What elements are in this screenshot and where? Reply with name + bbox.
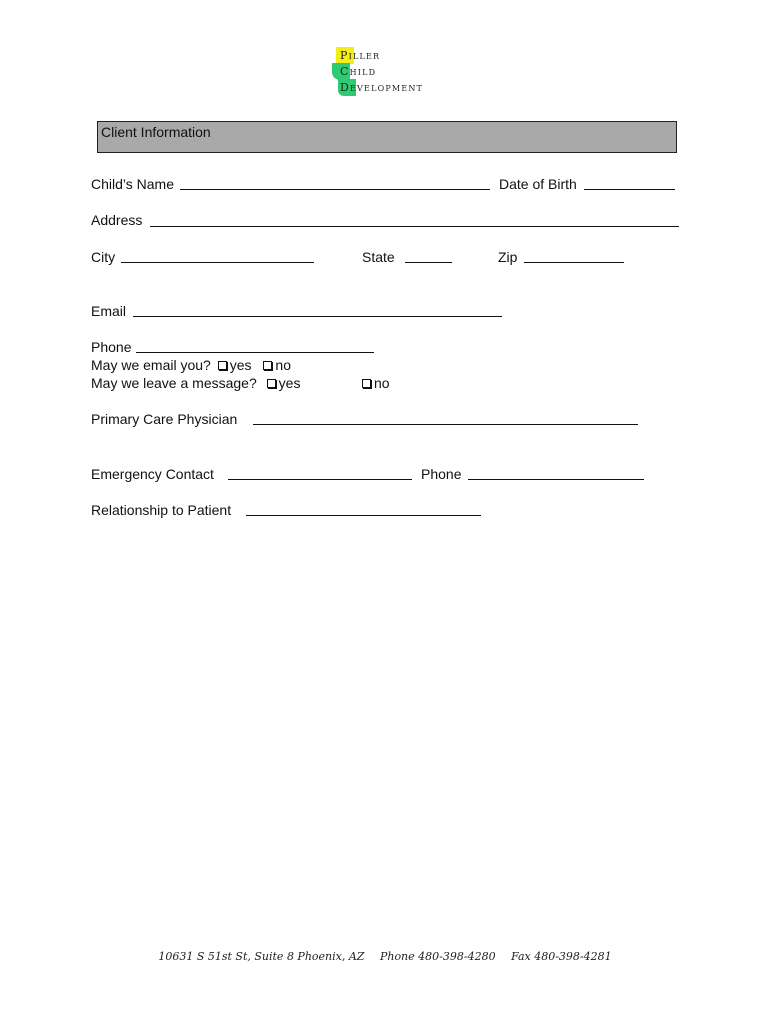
may-message-no-checkbox[interactable] [362,379,371,388]
may-email-row [91,357,291,373]
may-message-row [91,375,300,391]
footer-fax: Fax 480-398-4281 [511,950,612,963]
primary-care-label: Primary Care Physician [91,411,238,427]
footer-contact [0,950,770,963]
emergency-contact-field[interactable] [228,479,412,480]
footer-address: 10631 S 51st St, Suite 8 Phoenix, AZ [158,950,365,963]
date-of-birth-label: Date of Birth [499,176,577,192]
state-field[interactable] [405,262,452,263]
primary-care-field[interactable] [253,424,638,425]
may-message-label: May we leave a message? [91,375,257,391]
may-email-no-label: no [275,357,291,373]
emergency-contact-label: Emergency Contact [91,466,214,482]
childs-name-field[interactable] [180,189,490,190]
zip-field[interactable] [524,262,624,263]
state-label: State [362,249,395,265]
relationship-label: Relationship to Patient [91,502,232,518]
may-email-no-checkbox[interactable] [263,361,272,370]
footer-phone: Phone 480-398-4280 [379,950,496,963]
may-email-yes-checkbox[interactable] [218,361,227,370]
zip-label: Zip [498,249,518,265]
city-label: City [91,249,116,265]
phone-label: Phone [91,339,132,355]
address-label: Address [91,212,143,228]
emergency-phone-label: Phone [421,466,462,482]
may-message-yes-checkbox[interactable] [267,379,276,388]
logo-text-line3: Development [340,81,424,94]
email-field[interactable] [133,316,502,317]
section-header [97,121,677,153]
phone-field[interactable] [136,352,374,353]
may-email-label: May we email you? [91,357,211,373]
emergency-phone-field[interactable] [468,479,644,480]
may-email-yes-label: yes [229,357,252,373]
company-logo [332,46,452,98]
childs-name-label: Child’s Name [91,176,174,192]
relationship-field[interactable] [246,515,481,516]
logo-text-line1: Piller [340,49,381,62]
section-title: Client Information [101,124,211,140]
address-field[interactable] [150,226,679,227]
may-message-no-label: no [374,375,390,391]
city-field[interactable] [121,262,314,263]
logo-text-line2: Child [340,65,377,78]
date-of-birth-field[interactable] [584,189,675,190]
may-message-yes-label: yes [278,375,301,391]
may-message-no-row [362,375,390,391]
email-label: Email [91,303,127,319]
